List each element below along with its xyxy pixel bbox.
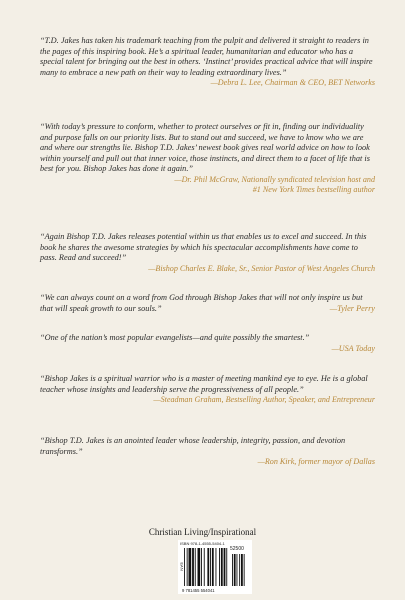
quote-text: “We can always count on a word from God through Bishop Jakes that will not only inspire us but that will speak growth to our souls.” —Tyler Perry: [40, 293, 375, 313]
quote-lee: [40, 36, 375, 89]
quote-attribution: —Bishop Charles E. Blake, Sr., Senior Pastor of West Angeles Church: [148, 263, 375, 273]
quote-kirk: [40, 436, 375, 468]
quote-mcgraw: [40, 122, 375, 196]
quote-perry: [40, 293, 375, 314]
quote-attribution: —Steadman Graham, Bestselling Author, Speaker, and Entrepreneur: [153, 395, 375, 405]
quote-text: “Bishop T.D. Jakes is an anointed leader whose leadership, integrity, passion, and devotion transforms.”: [40, 436, 346, 456]
quote-text: “One of the nation’s most popular evangelists—and quite possibly the smartest.”: [40, 333, 310, 342]
quote-attribution-line2: #1 New York Times bestselling author: [252, 185, 375, 195]
barcode: [178, 540, 252, 594]
barcode-bars-icon: [184, 548, 246, 588]
quote-graham: [40, 374, 375, 406]
quote-blake: [40, 232, 375, 274]
price-code: 52500: [230, 546, 244, 552]
ean-label: EAN: [179, 562, 185, 571]
quote-text: “Again Bishop T.D. Jakes releases potential within us that enables us to excel and succeed. In this book he shares the awesome strategies by which his spectacular accomplishments have come to pass. Read and succeed!”: [40, 232, 367, 263]
quote-usa-today: [40, 333, 375, 354]
isbn-number: ISBN 978-1-4555-5404-1: [180, 541, 225, 546]
quote-text: “T.D. Jakes has taken his trademark teaching from the pulpit and delivered it straight to readers in the pages of this inspiring book. He’s a spiritual leader, humanitarian and educator who has a special talent for bringing out the best in others. ‘Instinct’ provides practical advice that will inspire many to embrace a new path on their way to leading extraordinary lives.”: [40, 36, 373, 77]
quote-text: “Bishop Jakes is a spiritual warrior who is a master of meeting mankind eye to eye. He is a global teacher whose insights and leadership serve the progressiveness of all people.”: [40, 374, 368, 394]
quote-attribution: —Tyler Perry: [329, 303, 375, 313]
quote-attribution: —Debra L. Lee, Chairman & CEO, BET Networks: [210, 78, 375, 88]
quote-text: “With today’s pressure to conform, whether to protect ourselves or fit in, finding our individuality and purpose falls on our priority lists. But to stand out and succeed, we have to know who we are and where our strengths lie. Bishop T.D. Jakes’ newest book gives real world advice on how to look within yourself and pull out that inner voice, those instincts, and direct them to a facet of life that is best for you. Bishop Jakes has done it again.”: [40, 122, 370, 174]
quote-attribution: —Dr. Phil McGraw, Nationally syndicated television host and: [174, 174, 375, 184]
barcode-digits: 9 781455 554041: [182, 588, 215, 593]
quote-attribution: —USA Today: [331, 343, 375, 353]
quote-attribution: —Ron Kirk, former mayor of Dallas: [257, 457, 375, 467]
category-label: Christian Living/Inspirational: [148, 527, 257, 537]
